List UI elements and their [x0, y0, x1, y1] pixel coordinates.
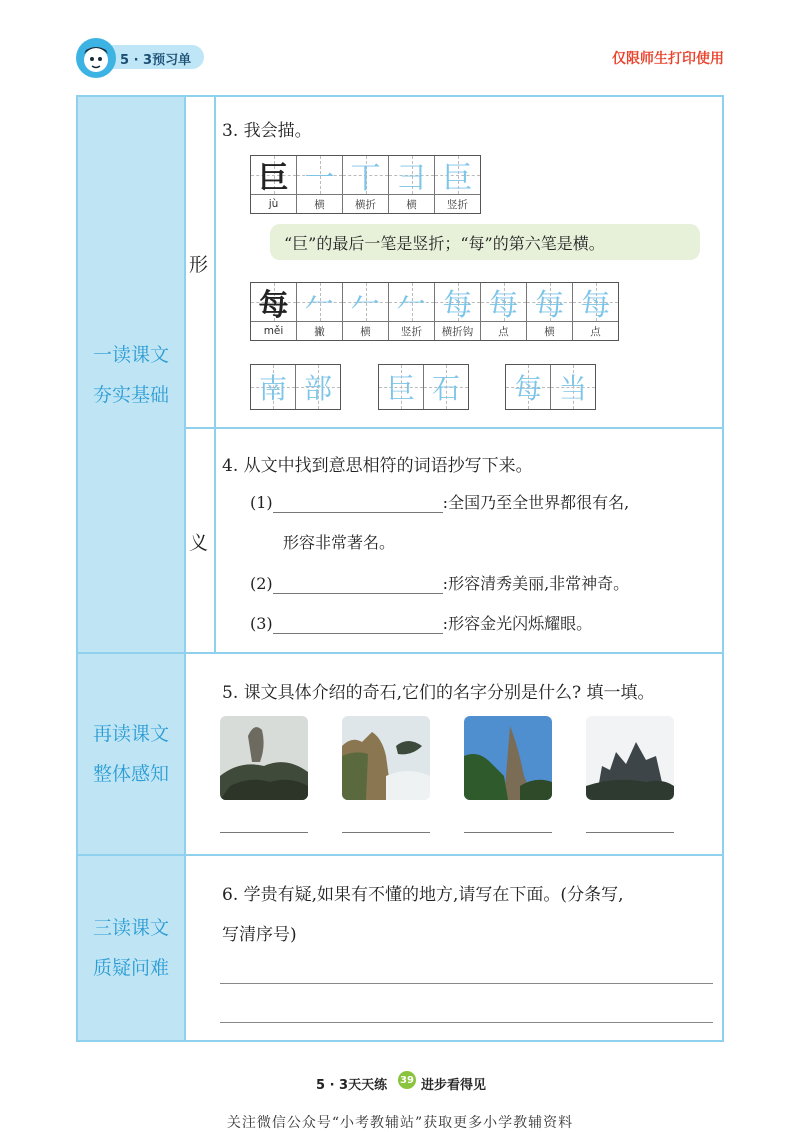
main-character: 每 [258, 288, 289, 323]
stroke-label: 横 [406, 198, 417, 211]
question-4-item-1-cont: 形容非常著名。 [283, 533, 396, 552]
question-6-title-cont: 写清序号) [222, 925, 297, 945]
item-text: :全国乃至全世界都很有名, [442, 493, 630, 512]
stroke-label: 竖折 [447, 198, 468, 211]
stroke-step: 𠂉 [396, 288, 427, 323]
question-3-title: 3. 我会描。 [222, 121, 312, 141]
trace-char: 巨 [386, 372, 415, 405]
footer-slogan: 进步看得见 [421, 1078, 487, 1093]
item-number: (1) [250, 493, 273, 512]
mascot-icon [76, 38, 116, 78]
question-4-title: 4. 从文中找到意思相符的词语抄写下来。 [222, 456, 533, 476]
section-subtitle: 夯实基础 [92, 383, 169, 406]
question-4-item-3 [250, 611, 592, 634]
rock-name-blank-4[interactable] [586, 831, 674, 833]
stroke-cell [251, 156, 296, 213]
stroke-cell[interactable] [342, 283, 388, 340]
stroke-step: 丅 [350, 161, 381, 196]
divider [214, 97, 216, 652]
divider [184, 97, 186, 1040]
header-badge-text: 5 · 3预习单 [120, 53, 192, 68]
stroke-cell[interactable] [296, 283, 342, 340]
stroke-cell[interactable] [296, 156, 342, 213]
item-text: :形容清秀美丽,非常神奇。 [442, 574, 630, 593]
stroke-hint: “巨”的最后一笔是竖折；“每”的第六笔是横。 [270, 224, 700, 260]
stroke-label: 横 [360, 325, 371, 338]
main-character: 巨 [258, 161, 289, 196]
print-notice: 仅限师生打印使用 [612, 51, 724, 67]
pinyin: jù [268, 198, 279, 210]
stroke-cell[interactable] [434, 156, 480, 213]
section-read-1 [78, 97, 184, 652]
section-subtitle: 质疑问难 [92, 957, 169, 979]
stroke-step: 每 [442, 288, 473, 323]
stroke-cell[interactable] [342, 156, 388, 213]
question-4-item-2 [250, 571, 629, 594]
footer-brand: 5 · 3天天练 [316, 1078, 388, 1093]
question-4-item-1 [250, 490, 629, 513]
stroke-cell[interactable] [434, 283, 480, 340]
stroke-step: 每 [488, 288, 519, 323]
label-form: 形 [189, 254, 209, 276]
writing-line-2[interactable] [220, 1021, 713, 1023]
page-number: 39 [398, 1071, 416, 1089]
stroke-cell[interactable] [388, 156, 434, 213]
bottom-notice: 关注微信公众号“小考教辅站”获取更多小学教辅资料 [226, 1115, 574, 1131]
stroke-step: 彐 [396, 161, 427, 196]
section-title: 再读课文 [92, 723, 169, 745]
answer-blank[interactable] [273, 615, 443, 634]
stroke-label: 横折 [355, 198, 376, 211]
section-subtitle: 整体感知 [92, 763, 169, 785]
section-read-2 [78, 654, 184, 854]
trace-word-1[interactable] [250, 364, 341, 410]
stroke-label: 点 [590, 325, 601, 338]
stroke-label: 竖折 [401, 325, 422, 338]
section-read-3 [78, 856, 184, 1040]
stroke-cell[interactable] [480, 283, 526, 340]
answer-blank[interactable] [273, 575, 443, 594]
answer-blank[interactable] [273, 494, 443, 513]
rock-photo-2 [342, 716, 430, 800]
stroke-step: 𠂉 [304, 288, 335, 323]
trace-char: 南 [258, 372, 287, 405]
question-6-title: 6. 学贵有疑,如果有不懂的地方,请写在下面。(分条写, [222, 885, 624, 905]
rock-name-blank-1[interactable] [220, 831, 308, 833]
item-text: :形容金光闪烁耀眼。 [442, 614, 593, 633]
stroke-step: 每 [534, 288, 565, 323]
rock-name-blank-3[interactable] [464, 831, 552, 833]
stroke-cell[interactable] [572, 283, 618, 340]
stroke-label: 点 [498, 325, 509, 338]
section-title: 三读课文 [92, 917, 169, 939]
stroke-step: 一 [304, 161, 335, 196]
question-5-title: 5. 课文具体介绍的奇石,它们的名字分别是什么? 填一填。 [222, 683, 655, 703]
rock-name-blank-2[interactable] [342, 831, 430, 833]
stroke-label: 横折钩 [441, 325, 474, 338]
label-meaning: 义 [189, 532, 209, 554]
trace-word-2[interactable] [378, 364, 469, 410]
stroke-grid-ju [250, 155, 481, 214]
trace-char: 每 [513, 372, 542, 405]
rock-photo-3 [464, 716, 552, 800]
trace-char: 当 [558, 372, 587, 405]
stroke-grid-mei [250, 282, 619, 341]
item-number: (3) [250, 614, 273, 633]
divider [78, 652, 722, 654]
pinyin: měi [263, 325, 284, 337]
stroke-cell[interactable] [526, 283, 572, 340]
stroke-label: 横 [544, 325, 555, 338]
stroke-step: 𠂉 [350, 288, 381, 323]
writing-line-1[interactable] [220, 982, 713, 984]
item-number: (2) [250, 574, 273, 593]
stroke-step: 巨 [442, 161, 473, 196]
section-title: 一读课文 [92, 343, 169, 366]
trace-char: 石 [431, 372, 460, 405]
stroke-label: 撇 [314, 325, 325, 338]
trace-word-3[interactable] [505, 364, 596, 410]
divider [78, 854, 722, 856]
stroke-step: 每 [580, 288, 611, 323]
stroke-label: 横 [314, 198, 325, 211]
rock-photo-4 [586, 716, 674, 800]
divider [184, 427, 722, 429]
rock-photo-1 [220, 716, 308, 800]
stroke-cell [251, 283, 296, 340]
stroke-cell[interactable] [388, 283, 434, 340]
trace-char: 部 [303, 372, 332, 405]
